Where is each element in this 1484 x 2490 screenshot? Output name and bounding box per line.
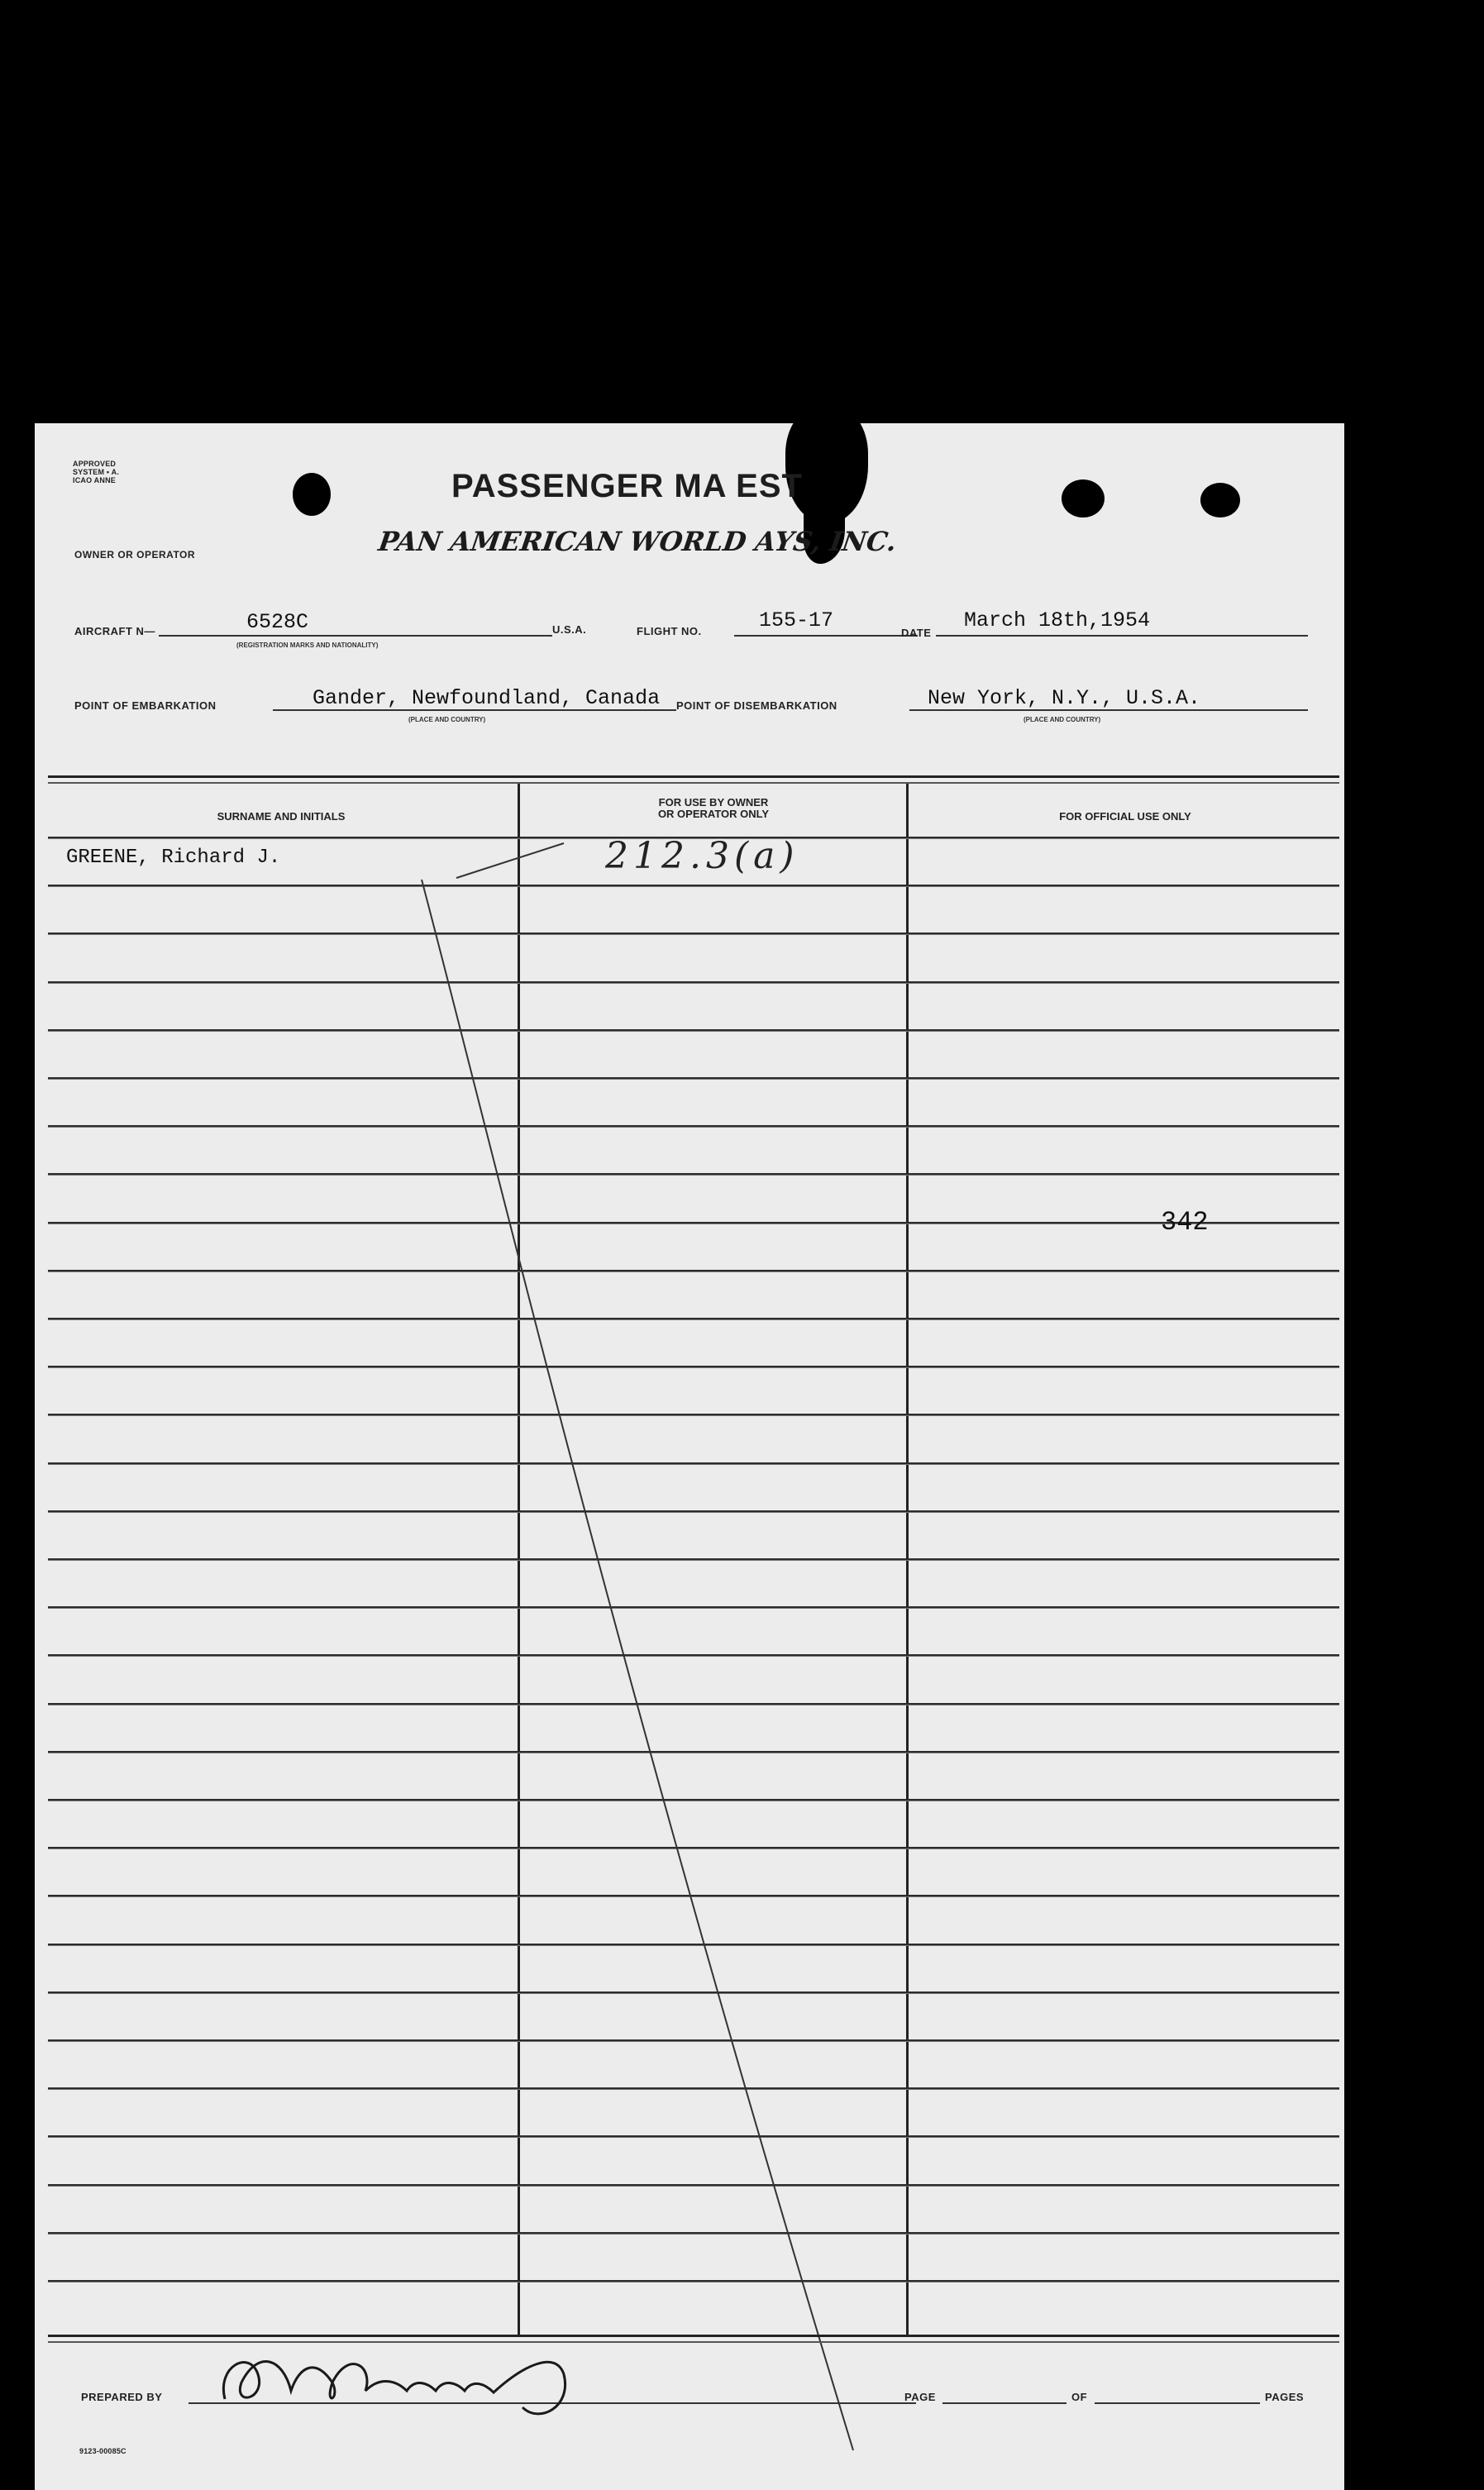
approved-line-2: SYSTEM • A. (73, 468, 120, 476)
carrier-name: PAN AMERICAN WORLD AYS, INC. (376, 526, 899, 557)
disembarkation-caption: (PLACE AND COUNTRY) (1024, 716, 1101, 723)
of-underline (1095, 2402, 1260, 2404)
usa-label: U.S.A. (552, 623, 587, 636)
manifest-sheet (35, 423, 1344, 2490)
page-label: PAGE (904, 2391, 936, 2403)
strike-through-line (35, 423, 1344, 2490)
page-underline (942, 2402, 1066, 2404)
approved-line-3: ICAO ANNE (73, 476, 116, 484)
owner-use-line-2: OR OPERATOR ONLY (657, 808, 770, 820)
form-number: 9123-00085C (79, 2447, 126, 2455)
flight-label: FLIGHT NO. (637, 625, 702, 637)
prepared-by-label: PREPARED BY (81, 2391, 163, 2403)
flight-value: 155-17 (759, 608, 834, 632)
of-label: OF (1071, 2391, 1088, 2403)
registration-caption: (REGISTRATION MARKS AND NATIONALITY) (236, 642, 379, 649)
approved-line-1: APPROVED (73, 460, 117, 468)
margin-number: 342 (1161, 1207, 1209, 1238)
form-title: PASSENGER MA EST (451, 468, 803, 504)
pages-label: PAGES (1265, 2391, 1305, 2403)
owner-label: OWNER OR OPERATOR (74, 549, 196, 560)
aircraft-value: 6528C (246, 610, 309, 634)
date-label: DATE (901, 627, 932, 639)
aircraft-label: AIRCRAFT N— (74, 625, 155, 637)
disembarkation-label: POINT OF DISEMBARKATION (676, 699, 837, 712)
owner-use-line-1: FOR USE BY OWNER (658, 796, 769, 809)
embarkation-value: Gander, Newfoundland, Canada (313, 686, 661, 710)
disembarkation-value: New York, N.Y., U.S.A. (928, 686, 1201, 710)
prepared-by-signature (208, 2333, 638, 2424)
col-header-official-use: FOR OFFICIAL USE ONLY (1059, 810, 1191, 823)
date-value: March 18th,1954 (964, 608, 1151, 632)
embarkation-label: POINT OF EMBARKATION (74, 699, 217, 712)
col-header-surname: SURNAME AND INITIALS (217, 810, 346, 823)
passenger-surname: GREENE, Richard J. (66, 847, 281, 869)
embarkation-caption: (PLACE AND COUNTRY) (408, 716, 486, 723)
owner-use-code: 212.3(a) (605, 835, 799, 877)
